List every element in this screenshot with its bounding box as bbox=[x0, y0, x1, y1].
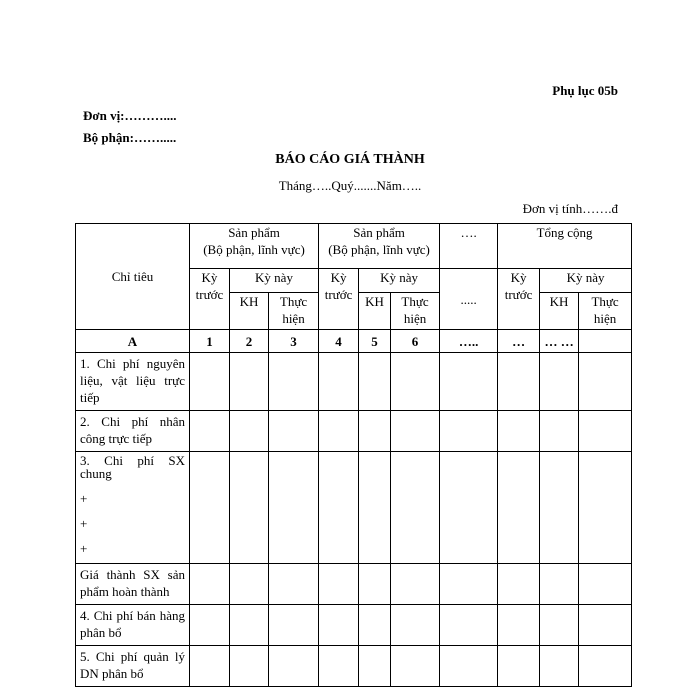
this-period-header: Kỳ này bbox=[540, 269, 632, 293]
table-row bbox=[76, 452, 632, 564]
criteria-cell: 2. Chi phí nhân công trực tiếp bbox=[76, 411, 190, 452]
currency-unit: Đơn vị tính…….đ bbox=[522, 201, 618, 216]
department-field: Bộ phận:……..... bbox=[83, 130, 177, 145]
plan-header: KH bbox=[230, 293, 269, 330]
table-row bbox=[76, 605, 632, 646]
actual-header: Thực hiện bbox=[269, 293, 319, 330]
ellipsis-column-header: ..... bbox=[440, 269, 498, 330]
table-row bbox=[76, 353, 632, 411]
criteria-cell: 5. Chi phí quản lý DN phân bổ bbox=[76, 646, 190, 687]
prev-period-header: Kỳ trước bbox=[498, 269, 540, 330]
actual-header: Thực hiện bbox=[579, 293, 632, 330]
total-group-header: Tổng cộng bbox=[498, 224, 632, 269]
index-cell: 6 bbox=[391, 330, 440, 353]
product-group-2-header: Sản phẩm (Bộ phận, lĩnh vực) bbox=[319, 224, 440, 269]
index-cell: A bbox=[76, 330, 190, 353]
criteria-header: Chỉ tiêu bbox=[76, 224, 190, 330]
index-cell: 1 bbox=[190, 330, 230, 353]
actual-header: Thực hiện bbox=[391, 293, 440, 330]
table-row bbox=[76, 411, 632, 452]
index-cell: 2 bbox=[230, 330, 269, 353]
ellipsis-group-header: …. bbox=[440, 224, 498, 269]
index-cell: 3 bbox=[269, 330, 319, 353]
index-cell bbox=[579, 330, 632, 353]
index-cell: 5 bbox=[359, 330, 391, 353]
report-period: Tháng…..Quý.......Năm….. bbox=[278, 178, 422, 193]
index-cell: ….. bbox=[440, 330, 498, 353]
index-cell: 4 bbox=[319, 330, 359, 353]
table-row bbox=[76, 564, 632, 605]
table-row bbox=[76, 646, 632, 687]
product-group-1-header: Sản phẩm (Bộ phận, lĩnh vực) bbox=[190, 224, 319, 269]
appendix-label: Phụ lục 05b bbox=[552, 83, 618, 98]
document-title: BÁO CÁO GIÁ THÀNH bbox=[275, 152, 425, 167]
unit-field: Đơn vị:……….... bbox=[83, 108, 177, 123]
plan-header: KH bbox=[359, 293, 391, 330]
column-index-row bbox=[76, 330, 632, 353]
criteria-cell: 3. Chi phí SX chung + + + bbox=[76, 452, 190, 564]
criteria-cell: 1. Chi phí nguyên liệu, vật liệu trực tiếp bbox=[76, 353, 190, 411]
criteria-cell: 4. Chi phí bán hàng phân bổ bbox=[76, 605, 190, 646]
prev-period-header: Kỳ trước bbox=[190, 269, 230, 330]
index-cell: … bbox=[498, 330, 540, 353]
plan-header: KH bbox=[540, 293, 579, 330]
cost-report-table bbox=[75, 223, 632, 687]
this-period-header: Kỳ này bbox=[359, 269, 440, 293]
prev-period-header: Kỳ trước bbox=[319, 269, 359, 330]
this-period-header: Kỳ này bbox=[230, 269, 319, 293]
criteria-cell: Giá thành SX sản phẩm hoàn thành bbox=[76, 564, 190, 605]
index-cell: … … bbox=[540, 330, 579, 353]
